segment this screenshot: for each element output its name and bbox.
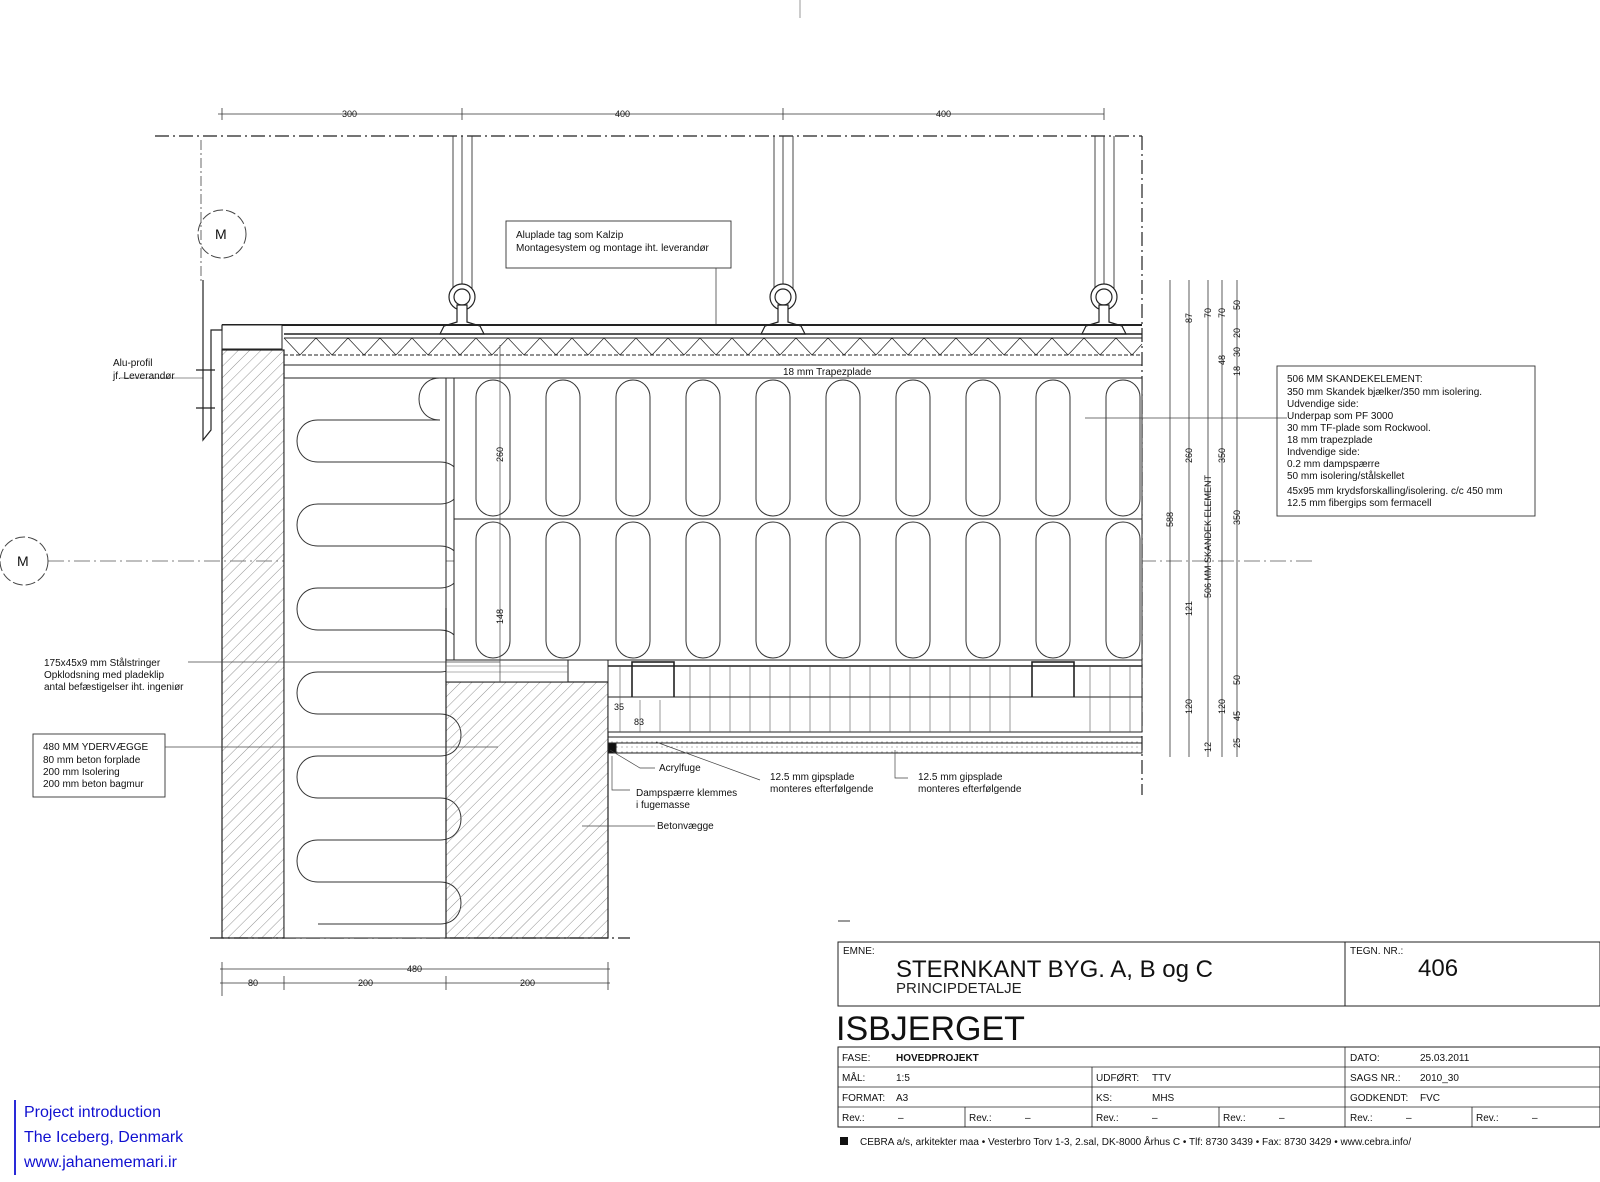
office-footer: CEBRA a/s, arkitekter maa • Vesterbro Torv 1-3, 2.sal, DK-8000 Århus C • Tlf: 8730 3439 • Fax: 8730 3429 • www.cebra.info/ (860, 1137, 1412, 1148)
credit-line-1: Project introduction (24, 1104, 161, 1121)
svg-text:350 mm Skandek bjælker/350 mm: 350 mm Skandek bjælker/350 mm isolering. (1287, 387, 1483, 398)
svg-text:Underpap som PF 3000: Underpap som PF 3000 (1287, 411, 1394, 422)
alu-profil-label-1: Alu-profil (113, 358, 153, 369)
svg-text:–: – (1279, 1113, 1285, 1124)
svg-text:18: 18 (1232, 365, 1242, 376)
svg-text:1:5: 1:5 (896, 1073, 910, 1084)
svg-text:120: 120 (1184, 698, 1194, 714)
svg-text:Betonvægge: Betonvægge (657, 821, 714, 832)
svg-text:A3: A3 (896, 1093, 909, 1104)
svg-text:175x45x9 mm Stålstringer: 175x45x9 mm Stålstringer (44, 658, 161, 669)
svg-text:FVC: FVC (1420, 1093, 1440, 1104)
svg-text:monteres efterfølgende: monteres efterfølgende (918, 784, 1022, 795)
svg-text:TTV: TTV (1152, 1073, 1171, 1084)
svg-text:350: 350 (1232, 509, 1242, 525)
ceiling-layers (608, 660, 1142, 753)
roof-clips (440, 284, 1126, 334)
trapez-label: 18 mm Trapezplade (783, 367, 872, 378)
svg-text:Rev.:: Rev.: (1476, 1113, 1499, 1124)
dim-83: 83 (634, 717, 645, 727)
svg-text:Aluplade tag som Kalzip: Aluplade tag som Kalzip (516, 230, 624, 241)
svg-text:480 MM YDERVÆGGE: 480 MM YDERVÆGGE (43, 742, 149, 753)
svg-text:45x95 mm krydsforskalling/isol: 45x95 mm krydsforskalling/isolering. c/c 450 mm (1287, 486, 1503, 497)
svg-text:SAGS NR.:: SAGS NR.: (1350, 1073, 1401, 1084)
svg-text:antal befæstigelser iht. ingen: antal befæstigelser iht. ingeniør (44, 682, 184, 693)
svg-text:30 mm TF-plade som Rockwool.: 30 mm TF-plade som Rockwool. (1287, 423, 1431, 434)
svg-text:MÅL:: MÅL: (842, 1073, 866, 1084)
svg-text:Rev.:: Rev.: (1350, 1113, 1373, 1124)
svg-text:506 MM SKANDEKELEMENT:: 506 MM SKANDEKELEMENT: (1287, 374, 1423, 385)
svg-text:monteres efterfølgende: monteres efterfølgende (770, 784, 874, 795)
svg-text:2010_30: 2010_30 (1420, 1073, 1459, 1084)
credit-line-2: The Iceberg, Denmark (24, 1129, 184, 1146)
svg-text:KS:: KS: (1096, 1093, 1113, 1104)
svg-text:12: 12 (1203, 741, 1213, 752)
svg-text:87: 87 (1184, 312, 1194, 323)
credit-link[interactable]: www.jahanememari.ir (24, 1154, 177, 1171)
title-block (836, 921, 1600, 1148)
credit-block (14, 1100, 183, 1175)
svg-text:Montagesystem og montage iht.: Montagesystem og montage iht. leverandør (516, 243, 709, 254)
skandek-note (1085, 366, 1535, 516)
svg-text:50: 50 (1232, 299, 1242, 310)
svg-text:48: 48 (1217, 354, 1227, 365)
tegn-label: TEGN. NR.: (1350, 946, 1404, 957)
svg-text:–: – (1025, 1113, 1031, 1124)
svg-text:200: 200 (520, 978, 536, 988)
svg-text:Rev.:: Rev.: (1223, 1113, 1246, 1124)
svg-text:Rev.:: Rev.: (969, 1113, 992, 1124)
svg-text:–: – (1532, 1113, 1538, 1124)
concrete-inner-wall (446, 682, 608, 938)
svg-text:0.2 mm dampspærre: 0.2 mm dampspærre (1287, 459, 1380, 470)
svg-text:45: 45 (1232, 710, 1242, 721)
skandek-element (454, 378, 1142, 660)
svg-text:–: – (1406, 1113, 1412, 1124)
svg-text:506 MM SKANDEK ELEMENT: 506 MM SKANDEK ELEMENT (1203, 474, 1213, 598)
tegn-nr: 406 (1418, 955, 1459, 982)
svg-text:200: 200 (358, 978, 374, 988)
svg-text:Udvendige side:: Udvendige side: (1287, 399, 1359, 410)
svg-text:18 mm trapezplade: 18 mm trapezplade (1287, 435, 1373, 446)
svg-text:350: 350 (1217, 447, 1227, 463)
svg-text:120: 120 (1217, 698, 1227, 714)
svg-text:Indvendige side:: Indvendige side: (1287, 447, 1360, 458)
svg-text:FORMAT:: FORMAT: (842, 1093, 886, 1104)
svg-text:DATO:: DATO: (1350, 1053, 1380, 1064)
svg-text:80: 80 (248, 978, 259, 988)
dim-260-inner: 260 (495, 446, 505, 462)
svg-text:Rev.:: Rev.: (1096, 1113, 1119, 1124)
roof-layers (222, 325, 1142, 378)
svg-text:260: 260 (1184, 447, 1194, 463)
svg-text:UDFØRT:: UDFØRT: (1096, 1073, 1140, 1084)
svg-text:Dampspærre klemmes: Dampspærre klemmes (636, 788, 738, 799)
svg-text:MHS: MHS (1152, 1093, 1175, 1104)
svg-text:Rev.:: Rev.: (842, 1113, 865, 1124)
project-logo: ISBJERGET (836, 1010, 1025, 1048)
axis-marker-left-label: M (17, 553, 29, 569)
svg-text:50: 50 (1232, 674, 1242, 685)
dim-top-400a: 400 (615, 109, 631, 119)
svg-text:25: 25 (1232, 737, 1242, 748)
svg-text:30: 30 (1232, 346, 1242, 357)
axis-marker-top (198, 140, 246, 282)
svg-text:12.5 mm fibergips som fermacel: 12.5 mm fibergips som fermacell (1287, 498, 1432, 509)
svg-text:200 mm Isolering: 200 mm Isolering (43, 767, 120, 778)
svg-text:Acrylfuge: Acrylfuge (659, 763, 701, 774)
svg-text:480: 480 (407, 964, 423, 974)
roof-note (506, 221, 731, 325)
svg-text:70: 70 (1217, 307, 1227, 318)
svg-text:121: 121 (1184, 600, 1194, 616)
svg-text:HOVEDPROJEKT: HOVEDPROJEKT (896, 1053, 979, 1064)
axis-marker-left (0, 537, 48, 585)
svg-text:GODKENDT:: GODKENDT: (1350, 1093, 1409, 1104)
axis-marker-top-label: M (215, 226, 227, 242)
drawing-subtitle: PRINCIPDETALJE (896, 980, 1022, 997)
wall-insulation (284, 378, 461, 938)
svg-text:–: – (1152, 1113, 1158, 1124)
svg-text:12.5 mm gipsplade: 12.5 mm gipsplade (918, 772, 1003, 783)
alu-profil-label-2: jf. Leverandør (113, 371, 175, 382)
drawing-title: STERNKANT BYG. A, B og C (896, 956, 1213, 983)
svg-text:50 mm isolering/stålskellet: 50 mm isolering/stålskellet (1287, 471, 1405, 482)
svg-text:FASE:: FASE: (842, 1053, 871, 1064)
svg-text:200 mm beton bagmur: 200 mm beton bagmur (43, 779, 144, 790)
concrete-outer-wall (222, 350, 284, 938)
emne-label: EMNE: (843, 946, 875, 957)
dim-148-inner: 148 (495, 608, 505, 624)
dim-top-400b: 400 (936, 109, 952, 119)
svg-text:Opklodsning med pladeklip: Opklodsning med pladeklip (44, 670, 165, 681)
svg-text:588: 588 (1165, 511, 1175, 527)
dim-top-300: 300 (342, 109, 358, 119)
dim-35: 35 (614, 702, 625, 712)
svg-text:80 mm beton forplade: 80 mm beton forplade (43, 755, 141, 766)
svg-text:i fugemasse: i fugemasse (636, 800, 690, 811)
svg-text:–: – (898, 1113, 904, 1124)
svg-text:70: 70 (1203, 307, 1213, 318)
svg-text:20: 20 (1232, 327, 1242, 338)
svg-text:12.5 mm gipsplade: 12.5 mm gipsplade (770, 772, 855, 783)
svg-text:25.03.2011: 25.03.2011 (1420, 1053, 1470, 1064)
